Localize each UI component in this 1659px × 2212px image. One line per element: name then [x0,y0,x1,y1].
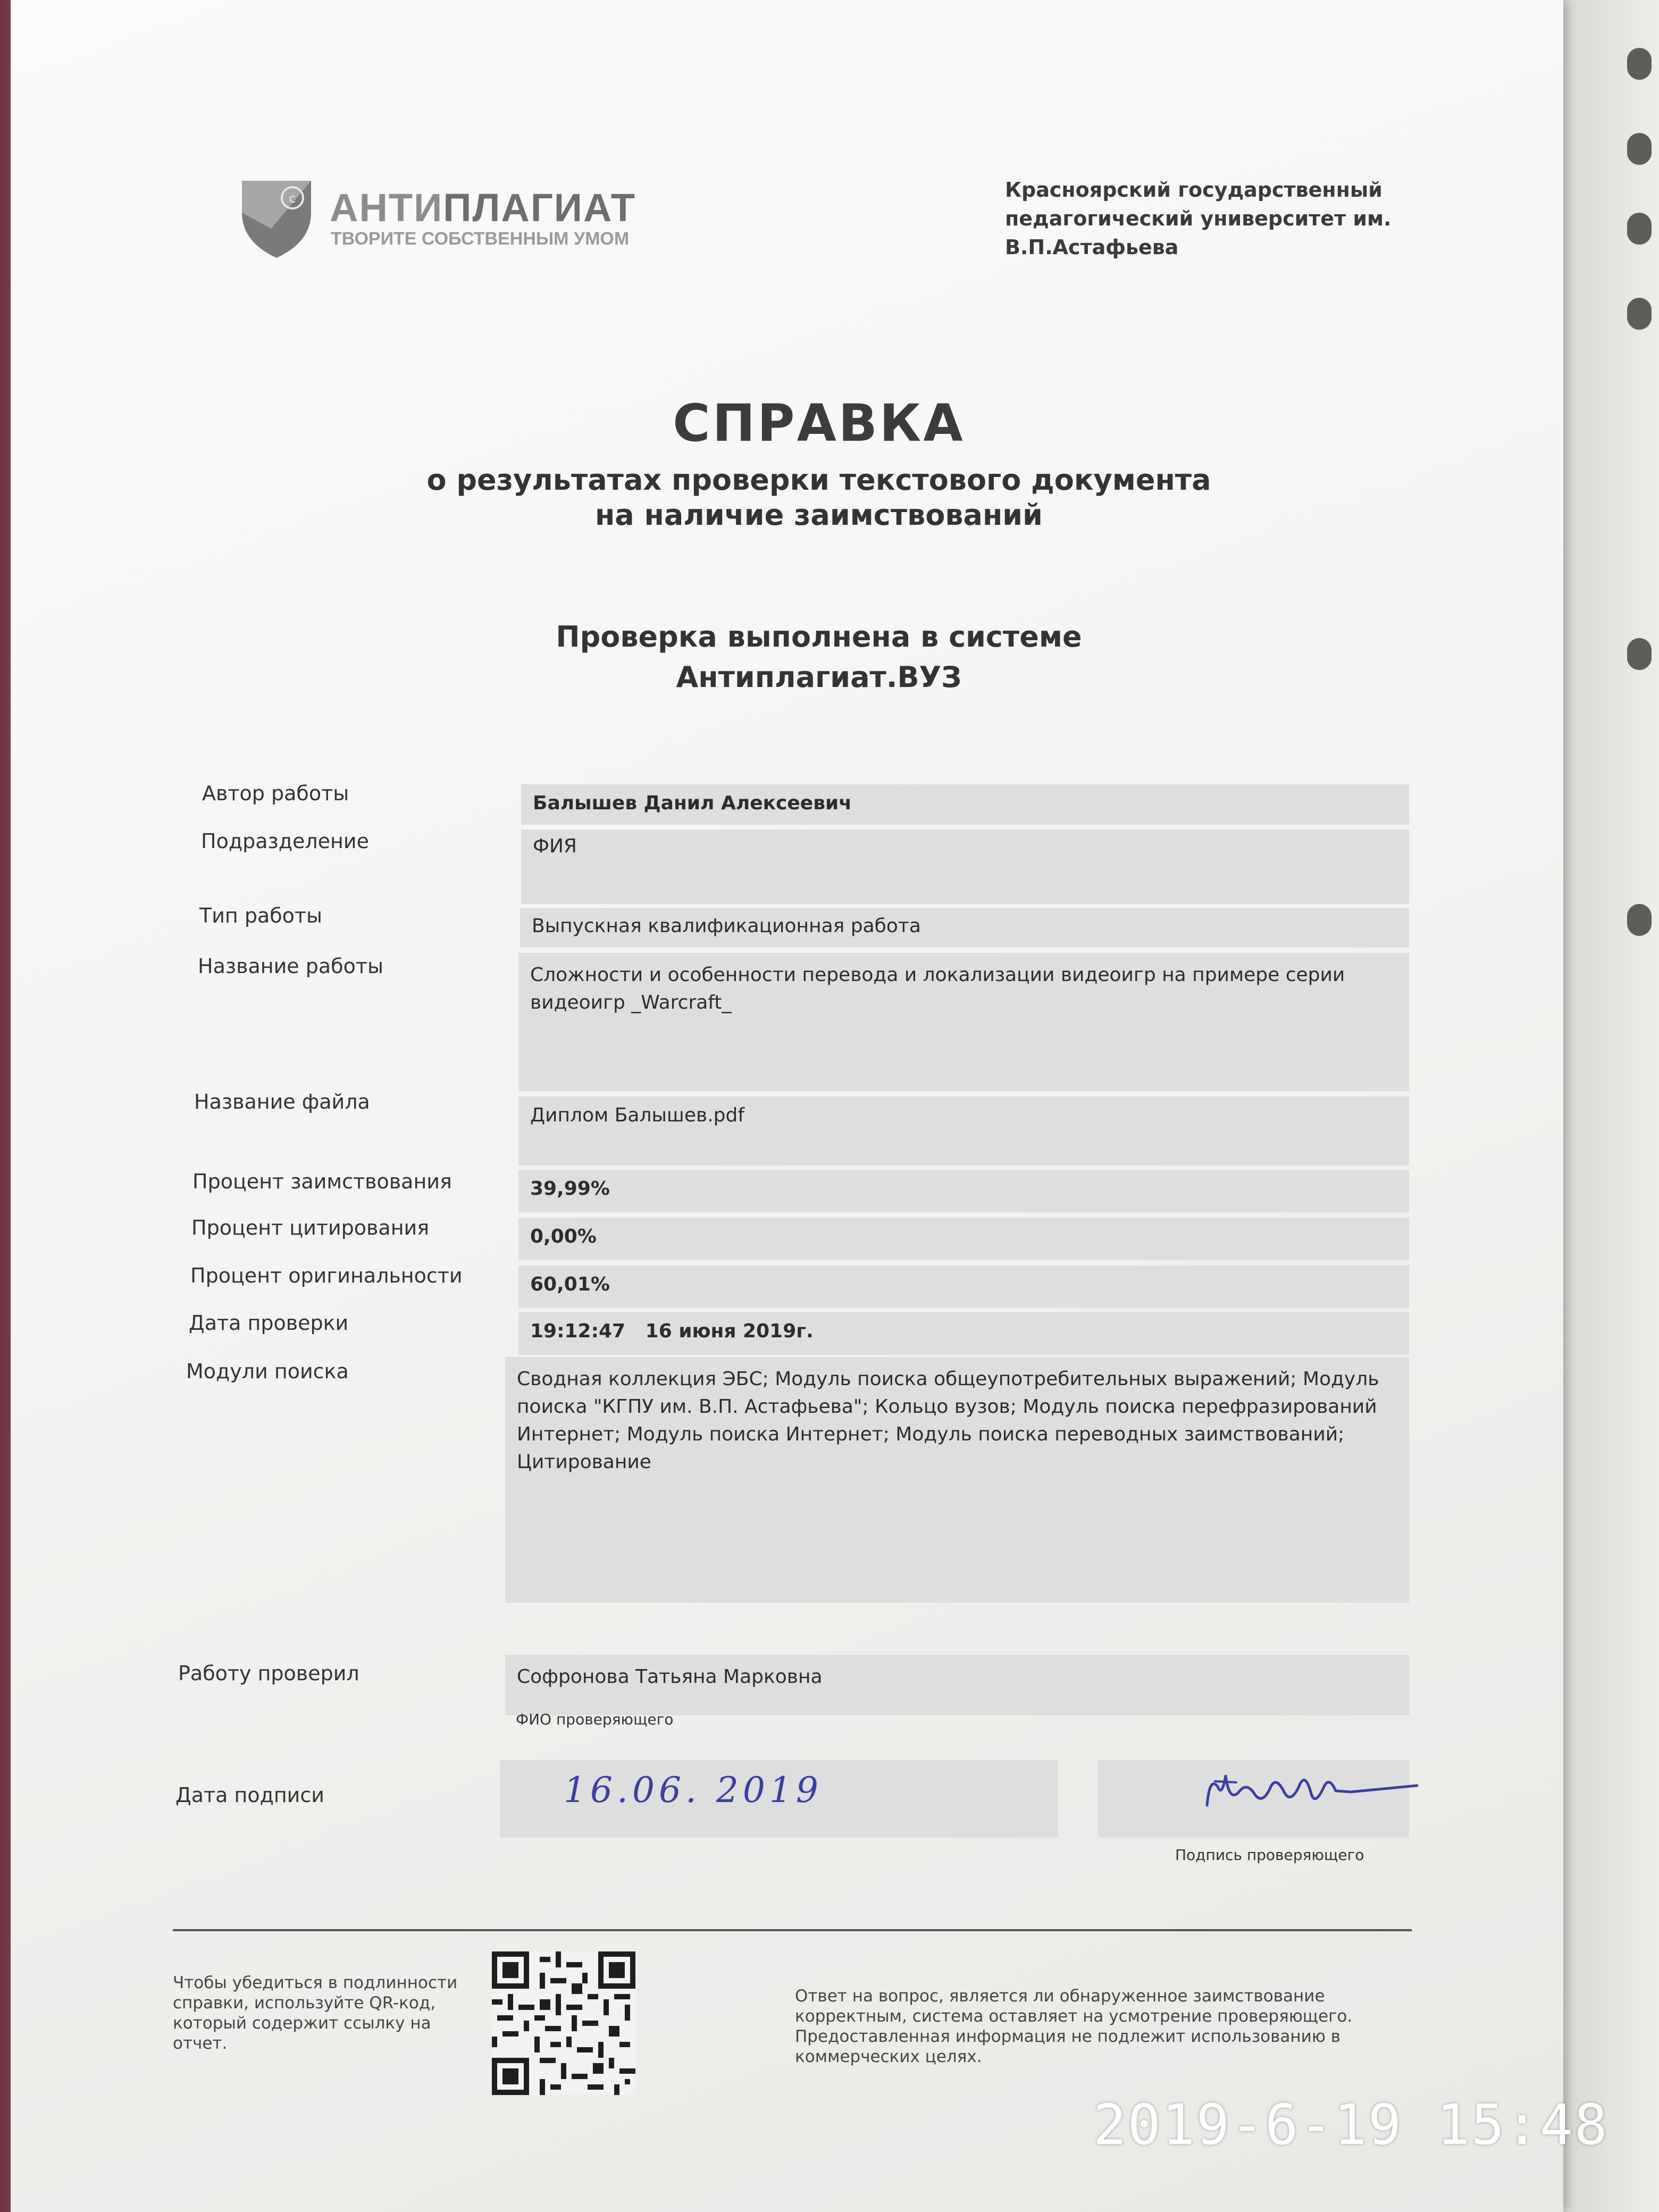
check-date-label: Дата проверки [189,1311,349,1335]
originality-label: Процент оригинальности [190,1264,463,1287]
work-type-value: Выпускная квалификационная работа [520,908,1409,948]
qr-instructions: Чтобы убедиться в подлинности справки, используйте QR-код, который содержит ссылку на отчет. [173,1973,458,2053]
system-notice [11,617,1627,698]
handwritten-date: 16.06. 2019 [564,1770,823,1811]
university-line: В.П.Астафьева [1005,236,1179,259]
citation-value: 0,00% [518,1218,1409,1260]
brand-suffix: ПЛАГИАТ [443,186,636,230]
footer-divider [173,1929,1412,1931]
svg-text:c: c [289,191,296,206]
work-title-label: Название работы [198,954,383,978]
qr-code-icon [492,1951,635,2095]
author-value: Балышев Данил Алексеевич [521,784,1409,825]
reviewer-label: Работу проверил [178,1662,359,1685]
borrowing-value: 39,99% [518,1170,1409,1212]
search-modules-value: Сводная коллекция ЭБС; Модуль поиска общеупотребительных выражений; Модуль поиска "КГПУ им. В.П. Астафьева"; Кольцо вузов; Модуль поиска перефразирований Интернет; Модуль поиска Интернет; Модуль поиска переводных заимствований; Цитирование [505,1357,1409,1603]
work-type-label: Тип работы [199,904,323,927]
brand-tagline: ТВОРИТЕ СОБСТВЕННЫМ УМОМ [331,229,630,249]
binder-sheet [1563,0,1659,2212]
binder-hole [1627,133,1652,165]
originality-value: 60,01% [518,1266,1409,1308]
document-page [11,0,1563,2212]
binder-hole [1627,48,1652,80]
binder-hole [1627,638,1652,670]
document-title: СПРАВКА [673,393,965,453]
university-name [1005,175,1441,262]
reviewer-value: Софронова Татьяна Марковна [505,1655,1409,1715]
photo-timestamp: 2019-6-19 15:48 [1093,2092,1608,2157]
file-name-label: Название файла [194,1090,370,1113]
signature-caption: Подпись проверяющего [1175,1846,1364,1864]
brand-prefix: АНТИ [330,186,443,230]
subtitle-line: на наличие заимствований [595,498,1043,532]
university-line: Красноярский государственный [1005,178,1382,202]
document-subtitle [11,463,1627,533]
search-modules-label: Модули поиска [186,1360,349,1383]
system-name: Антиплагиат.ВУЗ [676,660,962,694]
binder-hole [1627,298,1652,330]
file-name-value: Диплом Балышев.pdf [518,1096,1409,1166]
brand-name [330,185,636,230]
department-value: ФИЯ [521,830,1409,904]
department-label: Подразделение [201,830,369,853]
citation-label: Процент цитирования [191,1216,430,1239]
binder-hole [1627,213,1652,245]
antiplagiat-logo [239,175,643,266]
shield-copyright-icon [239,175,314,261]
handwritten-signature [1196,1755,1420,1824]
university-line: педагогический университет им. [1005,207,1392,230]
check-date-value: 19:12:47 16 июня 2019г. [518,1312,1409,1355]
system-line: Проверка выполнена в системе [556,620,1082,653]
disclaimer-note: Ответ на вопрос, является ли обнаруженное заимствование корректным, система оставляет на усмотрение проверяющего. Предоставленная информация не подлежит использованию в коммерческих целях. [795,1987,1353,2066]
author-label: Автор работы [202,782,349,805]
signature-date-label: Дата подписи [175,1783,324,1807]
reviewer-caption: ФИО проверяющего [516,1711,674,1728]
work-title-value: Сложности и особенности перевода и локализации видеоигр на примере серии видеоигр _Warcraft_ [518,953,1409,1091]
binder-hole [1627,904,1652,936]
borrowing-label: Процент заимствования [192,1170,452,1193]
subtitle-line: о результатах проверки текстового документа [426,463,1211,497]
